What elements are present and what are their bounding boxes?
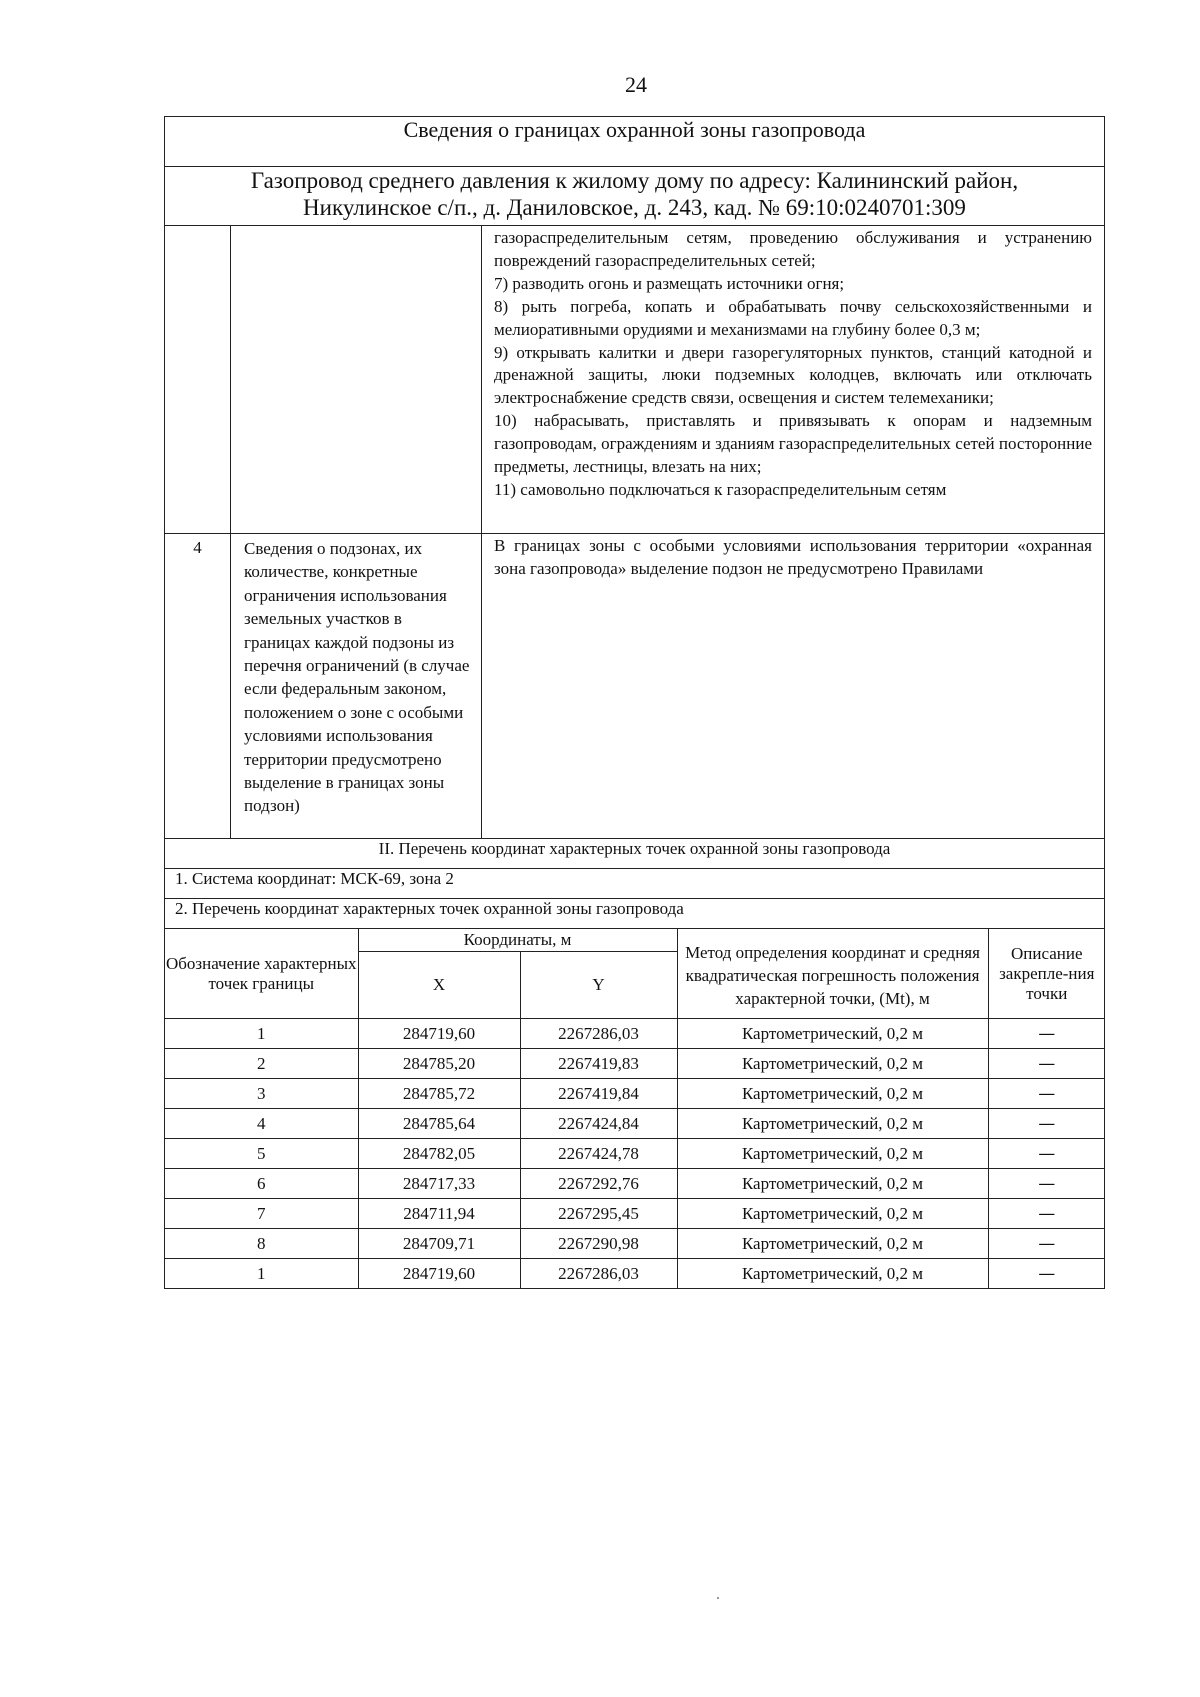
continued-name-cell: [231, 226, 482, 534]
table-row: [165, 1049, 1105, 1079]
cell-x: 284717,33: [358, 1169, 520, 1199]
cell-point: 7: [165, 1199, 358, 1229]
cell-method: Картометрический, 0,2 м: [677, 1259, 988, 1289]
continued-restrictions-row: [165, 226, 1105, 534]
cell-y: 2267419,84: [520, 1079, 677, 1109]
subzones-row: [165, 534, 1105, 839]
restriction-line: 8) рыть погреба, копать и обрабатывать почву сельскохозяйственными и мелиоративными орудиями и механизмами на глубину более 0,3 м;: [494, 296, 1092, 339]
table-row: [165, 1169, 1105, 1199]
table-row: [165, 1229, 1105, 1259]
header-y: Y: [520, 952, 677, 1019]
table-row: [165, 1109, 1105, 1139]
cell-x: 284782,05: [358, 1139, 520, 1169]
scan-speck: [717, 1597, 719, 1599]
cell-y: 2267290,98: [520, 1229, 677, 1259]
coordinates-body: [165, 1019, 1105, 1289]
cell-fixing: —: [988, 1079, 1105, 1109]
restriction-line: 10) набрасывать, приставлять и привязывать к опорам и надземным газопроводам, ограждениям и зданиям газораспределительных сетей посторонние предметы, лестницы, влезать на них;: [494, 411, 1092, 477]
coordinate-list-title: 2. Перечень координат характерных точек охранной зоны газопровода: [165, 899, 1105, 929]
cell-method: Картометрический, 0,2 м: [677, 1139, 988, 1169]
row-value: В границах зоны с особыми условиями использования территории «охранная зона газопровода» выделение подзон не предусмотрено Правилами: [482, 534, 1105, 839]
row-number: 4: [165, 534, 231, 839]
cell-fixing: —: [988, 1229, 1105, 1259]
continued-number-cell: [165, 226, 231, 534]
cell-x: 284785,72: [358, 1079, 520, 1109]
cell-point: 6: [165, 1169, 358, 1199]
cell-y: 2267286,03: [520, 1259, 677, 1289]
header-fixing: Описание закрепле-ния точки: [988, 929, 1105, 1019]
cell-point: 3: [165, 1079, 358, 1109]
table-title: Сведения о границах охранной зоны газопровода: [165, 117, 1105, 167]
cell-x: 284709,71: [358, 1229, 520, 1259]
table-row: [165, 1079, 1105, 1109]
cell-fixing: —: [988, 1049, 1105, 1079]
coordinates-container-row: [165, 929, 1105, 1289]
section2-title: II. Перечень координат характерных точек охранной зоны газопровода: [165, 839, 1105, 869]
coordinates-container: [165, 929, 1105, 1289]
cell-x: 284785,20: [358, 1049, 520, 1079]
cell-fixing: —: [988, 1139, 1105, 1169]
section2-title-row: [165, 839, 1105, 869]
cell-fixing: —: [988, 1109, 1105, 1139]
page-number: 24: [625, 72, 647, 97]
table-row: [165, 1139, 1105, 1169]
coordinate-system: 1. Система координат: МСК-69, зона 2: [165, 869, 1105, 899]
cell-y: 2267295,45: [520, 1199, 677, 1229]
coordinates-header-row: [165, 929, 1105, 952]
table-row: [165, 1199, 1105, 1229]
header-point: Обозначение характерных точек границы: [165, 929, 358, 1019]
cell-method: Картометрический, 0,2 м: [677, 1199, 988, 1229]
cell-point: 2: [165, 1049, 358, 1079]
cell-point: 4: [165, 1109, 358, 1139]
cell-method: Картометрический, 0,2 м: [677, 1049, 988, 1079]
cell-point: 5: [165, 1139, 358, 1169]
cell-method: Картометрический, 0,2 м: [677, 1169, 988, 1199]
table-row: [165, 1019, 1105, 1049]
cell-x: 284719,60: [358, 1019, 520, 1049]
cell-fixing: —: [988, 1199, 1105, 1229]
cell-fixing: —: [988, 1019, 1105, 1049]
coordinate-system-row: [165, 869, 1105, 899]
table-row: [165, 1259, 1105, 1289]
table-title-row: [165, 117, 1105, 167]
row-name: Сведения о подзонах, их количестве, конкретные ограничения использования земельных участков в границах каждой подзоны из перечня ограничений (в случае если федеральным законом, положением о зоне с особыми условиями использования территории предусмотрено выделение в границах зоны подзон): [231, 534, 482, 839]
object-title-line1: Газопровод среднего давления к жилому дому по адресу: Калининский район,: [250, 168, 1019, 193]
cell-method: Картометрический, 0,2 м: [677, 1229, 988, 1259]
cell-x: 284719,60: [358, 1259, 520, 1289]
restriction-line: 7) разводить огонь и размещать источники огня;: [494, 273, 845, 293]
cell-point: 1: [165, 1259, 358, 1289]
object-title: [165, 167, 1105, 226]
header-coordinates: Координаты, м: [358, 929, 677, 952]
continued-restrictions-text: [482, 226, 1105, 534]
zone-info-table: [164, 116, 1105, 1289]
cell-y: 2267286,03: [520, 1019, 677, 1049]
cell-x: 284785,64: [358, 1109, 520, 1139]
cell-y: 2267419,83: [520, 1049, 677, 1079]
cell-y: 2267424,84: [520, 1109, 677, 1139]
cell-x: 284711,94: [358, 1199, 520, 1229]
cell-y: 2267424,78: [520, 1139, 677, 1169]
header-x: X: [358, 952, 520, 1019]
object-title-row: [165, 167, 1105, 226]
cell-method: Картометрический, 0,2 м: [677, 1109, 988, 1139]
cell-method: Картометрический, 0,2 м: [677, 1019, 988, 1049]
coordinates-table: [165, 929, 1105, 1288]
cell-point: 1: [165, 1019, 358, 1049]
header-method: Метод определения координат и средняя квадратическая погрешность положения характерной точки, (Mt), м: [677, 929, 988, 1019]
cell-method: Картометрический, 0,2 м: [677, 1079, 988, 1109]
cell-point: 8: [165, 1229, 358, 1259]
cell-fixing: —: [988, 1169, 1105, 1199]
cell-fixing: —: [988, 1259, 1105, 1289]
restriction-line: 9) открывать калитки и двери газорегуляторных пунктов, станций катодной и дренажной защиты, люки подземных колодцев, включать или отключать электроснабжение средств связи, освещения и систем телемеханики;: [494, 342, 1092, 408]
restriction-line: газораспределительным сетям, проведению обслуживания и устранению повреждений газораспределительных сетей;: [494, 228, 1092, 270]
cell-y: 2267292,76: [520, 1169, 677, 1199]
restriction-line: 11) самовольно подключаться к газораспределительным сетям: [494, 479, 947, 499]
coordinate-list-title-row: [165, 899, 1105, 929]
object-title-line2: Никулинское с/п., д. Даниловское, д. 243, кад. № 69:10:0240701:309: [303, 195, 966, 220]
